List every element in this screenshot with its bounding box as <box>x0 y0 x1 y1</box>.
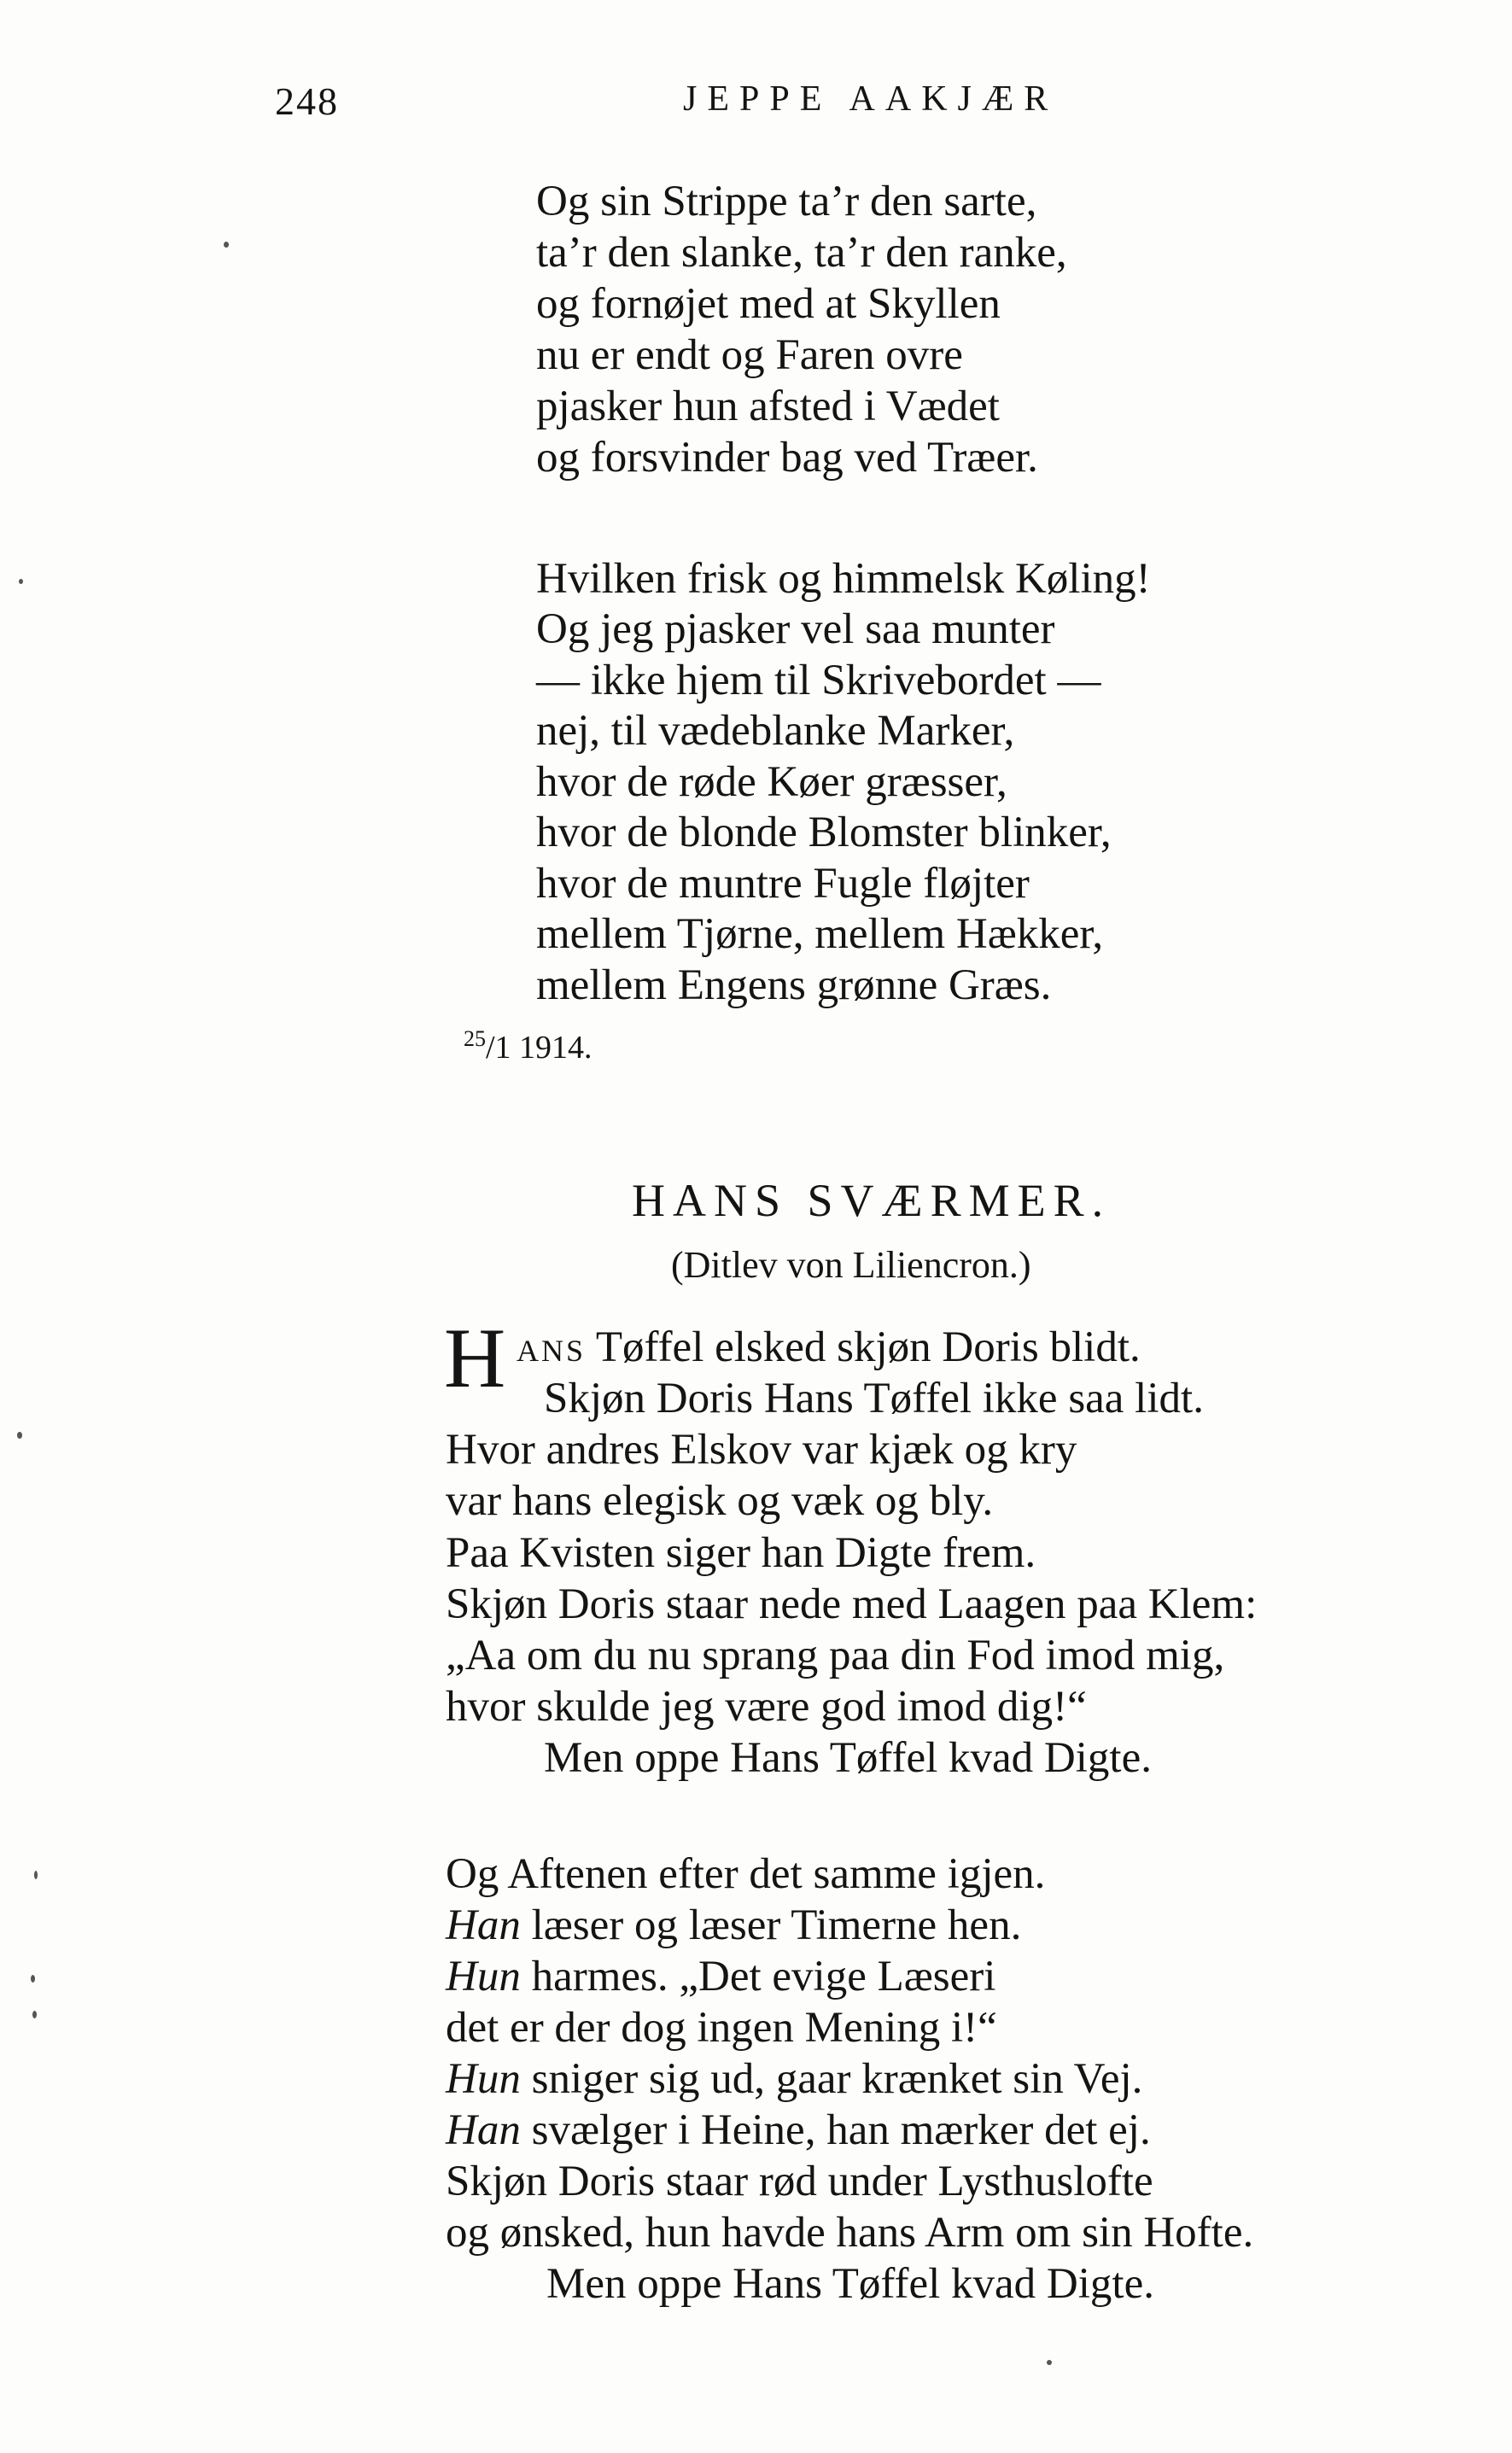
verse-line <box>446 1900 1021 1951</box>
scan-speck <box>31 1975 35 1983</box>
first-line-rest: Tøffel elsked skjøn Doris blidt. <box>586 1323 1141 1371</box>
poem-attribution: (Ditlev von Liliencron.) <box>671 1244 1031 1286</box>
verse-line <box>446 2105 1151 2156</box>
scan-speck <box>19 579 23 584</box>
scan-speck <box>17 1432 22 1439</box>
verse-line: Skjøn Doris staar nede med Laagen paa Klem: <box>446 1580 1258 1628</box>
refrain-line: Men oppe Hans Tøffel kvad Digte. <box>544 1734 1152 1782</box>
verse-line: og forsvinder bag ved Træer. <box>536 434 1038 482</box>
verse-line: Skjøn Doris staar rød under Lysthusloftе <box>446 2158 1153 2205</box>
small-caps-prefix: ANS <box>517 1334 587 1368</box>
poem-date <box>464 1026 593 1066</box>
italic-word: Han <box>446 2106 521 2154</box>
verse-line: og fornøjet med at Skyllen <box>536 280 1001 328</box>
verse-line: nu er endt og Faren ovre <box>536 331 963 379</box>
verse-line <box>446 2053 1142 2105</box>
italic-word: Hun <box>446 1953 521 2000</box>
verse-line: hvor de blonde Blomster blinker, <box>536 809 1112 856</box>
verse-line: Og Aftenen efter det samme igjen. <box>446 1850 1046 1898</box>
date-day: 25 <box>464 1026 486 1051</box>
verse-line: Paa Kvisten siger han Digte frem. <box>446 1529 1036 1577</box>
verse-line: Skjøn Doris Hans Tøffel ikke saa lidt. <box>544 1375 1204 1422</box>
verse-line: — ikke hjem til Skrivebordet — <box>536 657 1101 704</box>
verse-line: ta’r den slanke, ta’r den ranke, <box>536 229 1067 277</box>
verse-line: hvor de muntre Fugle fløjter <box>536 860 1030 908</box>
verse-line: hvor de røde Køer græsser, <box>536 758 1007 806</box>
line-rest: svælger i Heine, han mærker det ej. <box>520 2106 1151 2154</box>
page-number: 248 <box>275 79 339 123</box>
refrain-line: Men oppe Hans Tøffel kvad Digte. <box>546 2260 1154 2308</box>
italic-word: Han <box>446 1901 521 1949</box>
verse-line: Og jeg pjasker vel saa munter <box>536 605 1055 653</box>
verse-line <box>446 1951 995 2002</box>
line-rest: læser og læser Timerne hen. <box>520 1901 1022 1949</box>
verse-line: pjasker hun afsted i Vædet <box>536 383 1000 430</box>
line-rest: harmes. „Det evige Læseri <box>520 1953 996 2000</box>
running-head: JEPPE AAKJÆR <box>683 79 1059 119</box>
verse-line: Hvor andres Elskov var kjæk og kry <box>446 1426 1077 1474</box>
verse-line: Og sin Strippe ta’r den sarte, <box>536 178 1037 225</box>
verse-line: var hans elegisk og væk og bly. <box>446 1477 994 1525</box>
scan-speck <box>224 242 229 248</box>
verse-line: det er der dog ingen Mening i!“ <box>446 2004 997 2052</box>
verse-line: „Aa om du nu sprang paa din Fod imod mig, <box>446 1632 1225 1679</box>
poem-title: HANS SVÆRMER. <box>632 1175 1112 1226</box>
verse-line: Hvilken frisk og himmelsk Køling! <box>536 555 1151 603</box>
scan-speck <box>32 2011 37 2018</box>
verse-line: og ønsked, hun havde hans Arm om sin Hofte. <box>446 2209 1254 2257</box>
verse-line: nej, til vædeblanke Marker, <box>536 707 1015 755</box>
verse-line: hvor skulde jeg være god imod dig!“ <box>446 1683 1087 1731</box>
scan-speck <box>1047 2360 1052 2365</box>
verse-line: mellem Tjørne, mellem Hækker, <box>536 910 1104 958</box>
date-rest: /1 1914. <box>486 1030 593 1066</box>
verse-line-first <box>517 1322 1141 1376</box>
line-rest: sniger sig ud, gaar krænket sin Vej. <box>520 2055 1143 2103</box>
scan-speck <box>34 1871 38 1879</box>
italic-word: Hun <box>446 2055 521 2103</box>
verse-line: mellem Engens grønne Græs. <box>536 961 1052 1009</box>
drop-cap: H <box>444 1311 506 1405</box>
